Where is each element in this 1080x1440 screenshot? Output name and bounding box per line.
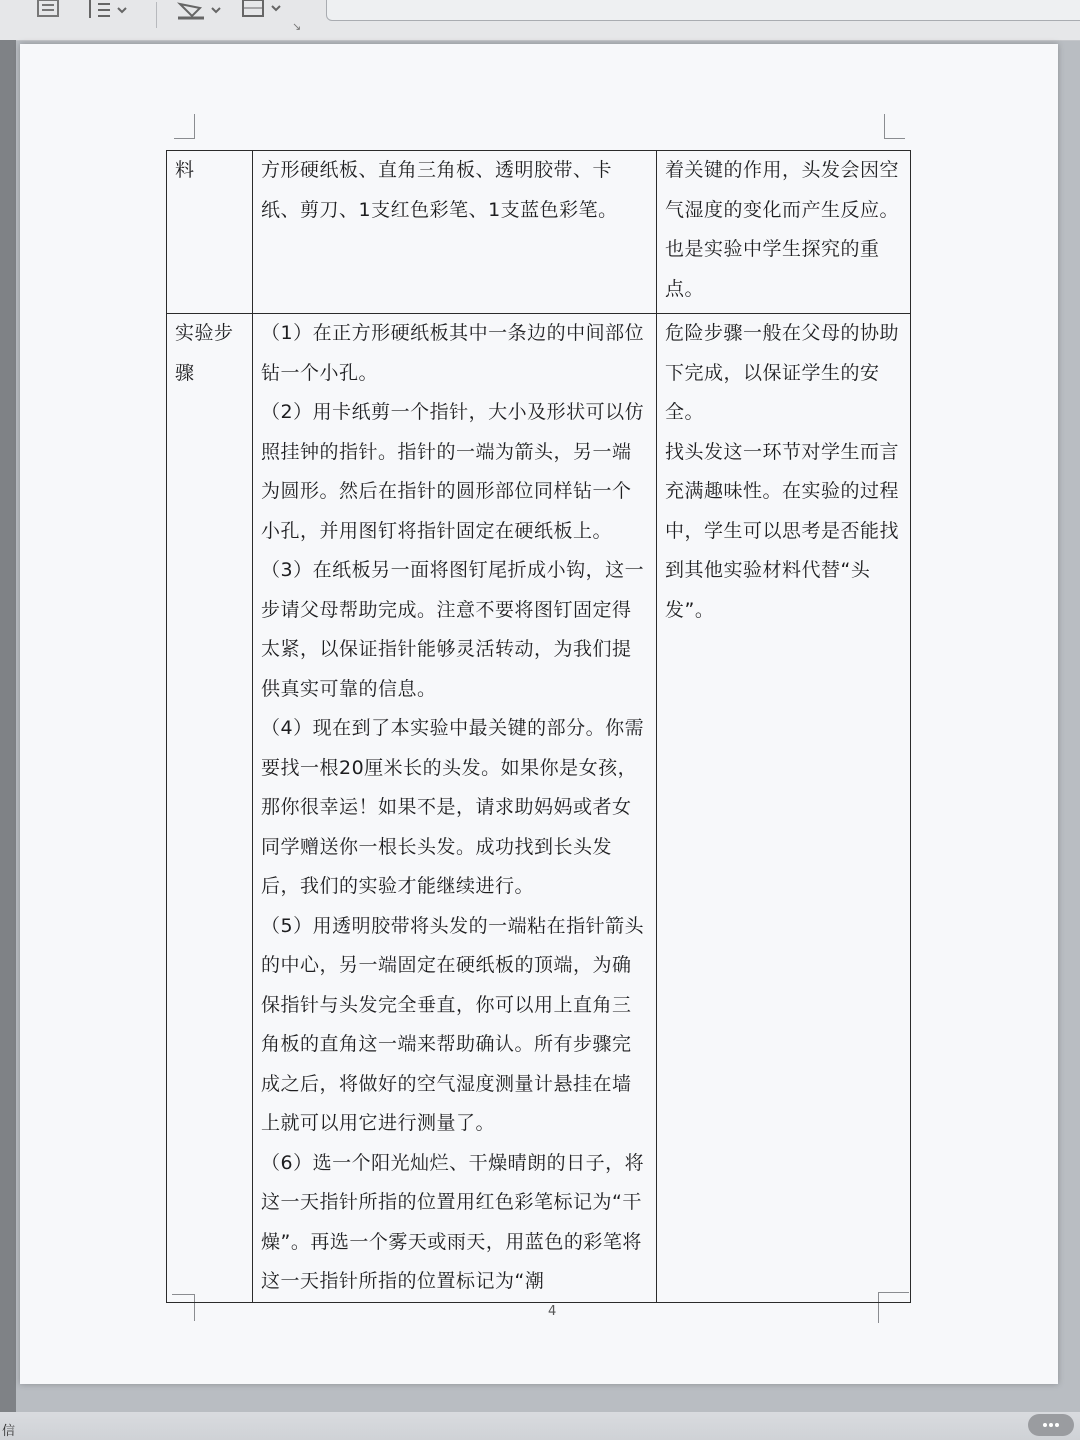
taskbar-badge[interactable] <box>1028 1414 1074 1436</box>
fill-icon[interactable] <box>174 0 230 22</box>
crop-mark-top-left <box>174 114 195 139</box>
row-label-steps: 实验步骤 <box>167 314 253 1303</box>
styles-panel[interactable] <box>326 0 1080 21</box>
left-scroll-strip <box>0 40 16 1440</box>
materials-content <box>253 151 657 314</box>
align-icon[interactable] <box>36 0 62 22</box>
document-page <box>20 44 1058 1384</box>
dialog-launcher-icon[interactable]: ↘ <box>292 20 302 33</box>
note-text: 着关键的作用，头发会因空气湿度的变化而产生反应。也是实验中学生探究的重点。 <box>665 159 900 300</box>
crop-mark-top-right <box>884 114 905 139</box>
materials-note <box>657 151 911 314</box>
table-row <box>167 151 911 314</box>
step-6: （6）选一个阳光灿烂、干燥晴朗的日子，将这一天指针所指的位置用红色彩笔标记为“干燥”。再选一个雾天或雨天，用蓝色的彩笔将这一天指针所指的位置标记为“潮 <box>261 1151 645 1292</box>
note-safety: 危险步骤一般在父母的协助下完成，以保证学生的安全。 <box>665 322 900 423</box>
step-3: （3）在纸板另一面将图钉尾折成小钩，这一步请父母帮助完成。注意不要将图钉固定得太紧，以保证指针能够灵活转动，为我们提供真实可靠的信息。 <box>261 559 645 700</box>
table-row <box>167 314 911 1303</box>
border-icon[interactable] <box>240 0 292 22</box>
steps-content <box>253 314 657 1303</box>
step-2: （2）用卡纸剪一个指针，大小及形状可以仿照挂钟的指针。指针的一端为箭头，另一端为圆形。然后在指针的圆形部位同样钻一个小孔，并用图钉将指针固定在硬纸板上。 <box>261 401 645 542</box>
taskbar-text: 信 <box>2 1424 16 1439</box>
step-5: （5）用透明胶带将头发的一端粘在指针箭头的中心，另一端固定在硬纸板的顶端，为确保指针与头发完全垂直，你可以用上直角三角板的直角这一端来帮助确认。所有步骤完成之后，将做好的空气湿度测量计悬挂在墙上就可以用它进行测量了。 <box>261 914 645 1134</box>
ribbon-separator <box>156 2 157 28</box>
note-hair: 找头发这一环节对学生而言充满趣味性。在实验的过程中，学生可以思考是否能找到其他实验材料代替“头发”。 <box>665 440 900 621</box>
materials-text: 方形硬纸板、直角三角板、透明胶带、卡纸、剪刀、1支红色彩笔、1支蓝色彩笔。 <box>261 159 618 221</box>
taskbar <box>0 1412 1080 1440</box>
step-1: （1）在正方形硬纸板其中一条边的中间部位钻一个小孔。 <box>261 322 645 384</box>
ribbon-toolbar <box>0 0 1080 41</box>
row-label-materials: 料 <box>167 151 253 314</box>
line-spacing-icon[interactable] <box>84 0 130 22</box>
experiment-table <box>166 150 911 1303</box>
step-4: （4）现在到了本实验中最关键的部分。你需要找一根20厘米长的头发。如果你是女孩，那你很幸运！如果不是，请求助妈妈或者女同学赠送你一根长头发。成功找到长头发后，我们的实验才能继续进行。 <box>261 717 645 897</box>
steps-note <box>657 314 911 1303</box>
page-number: 4 <box>548 1304 557 1319</box>
